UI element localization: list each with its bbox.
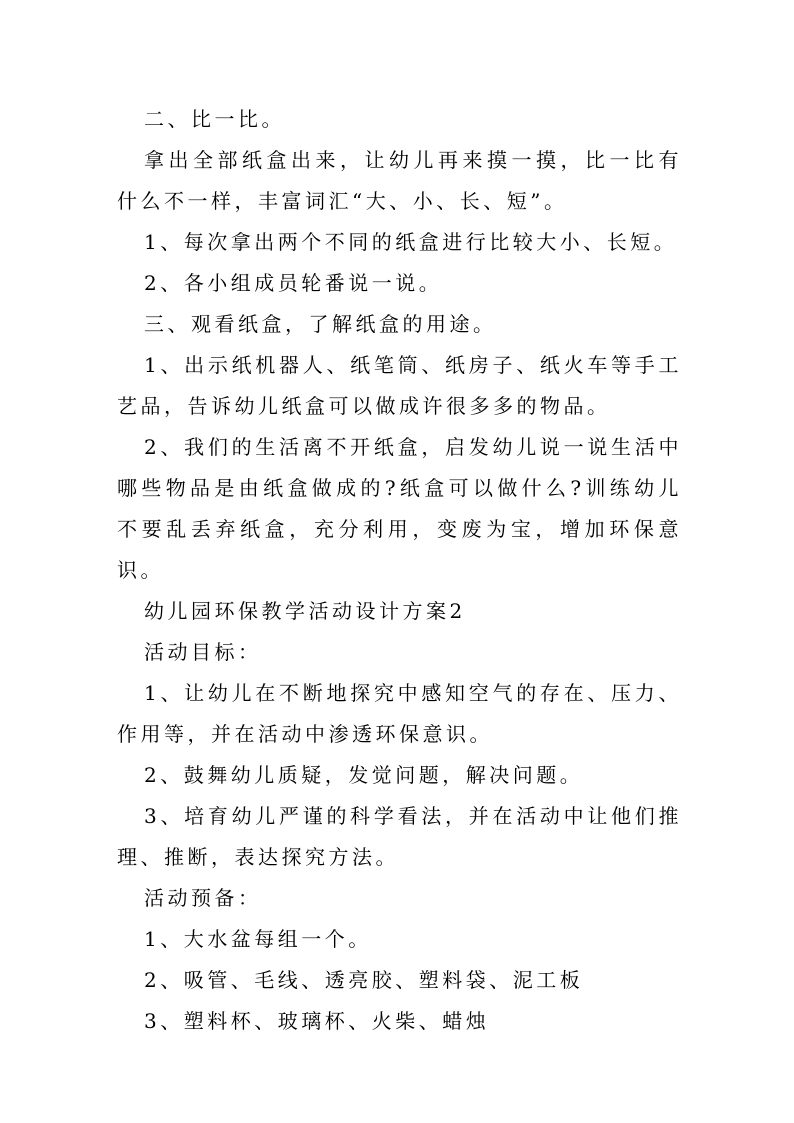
list-item: 1、大水盆每组一个。 <box>144 927 372 951</box>
list-item: 2、各小组成员轮番说一说。 <box>144 271 443 295</box>
list-item: 2、我们的生活离不开纸盒，启发幼儿说一说生活中哪些物品是由纸盒做成的?纸盒可以做什么?训练幼儿不要乱丢弃纸盒，充分利用，变废为宝，增加环保意识。 <box>117 435 682 582</box>
document-body <box>117 99 682 1042</box>
list-item: 1、每次拿出两个不同的纸盒进行比较大小、长短。 <box>144 230 678 254</box>
paragraph: 拿出全部纸盒出来，让幼儿再来摸一摸，比一比有什么不一样，丰富词汇“大、小、长、短”。 <box>117 148 682 213</box>
section-heading-observe: 三、观看纸盒，了解纸盒的用途。 <box>144 312 497 336</box>
section-heading-preparation: 活动预备： <box>144 886 262 910</box>
list-item: 2、吸管、毛线、透亮胶、塑料袋、泥工板 <box>144 968 584 992</box>
plan-title: 幼儿园环保教学活动设计方案2 <box>144 599 466 623</box>
list-item: 1、让幼儿在不断地探究中感知空气的存在、压力、作用等，并在活动中渗透环保意识。 <box>117 681 682 746</box>
list-item: 3、培育幼儿严谨的科学看法，并在活动中让他们推理、推断，表达探究方法。 <box>117 804 682 869</box>
section-heading-compare: 二、比一比。 <box>144 107 285 131</box>
list-item: 1、出示纸机器人、纸笔筒、纸房子、纸火车等手工艺品，告诉幼儿纸盒可以做成许很多多的物品。 <box>117 353 682 418</box>
list-item: 2、鼓舞幼儿质疑，发觉问题，解决问题。 <box>144 763 584 787</box>
list-item: 3、塑料杯、玻璃杯、火柴、蜡烛 <box>144 1009 490 1033</box>
section-heading-goals: 活动目标： <box>144 640 262 664</box>
